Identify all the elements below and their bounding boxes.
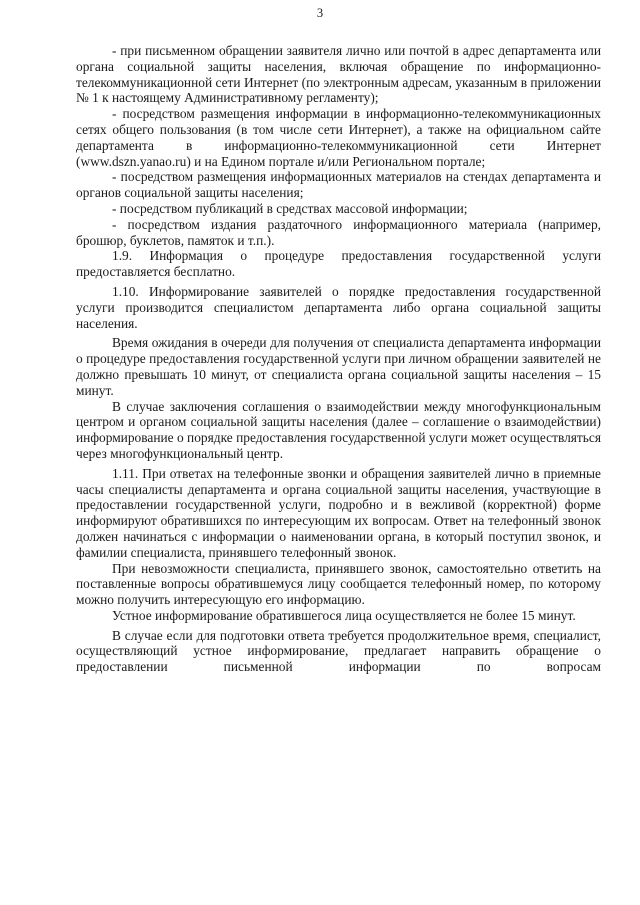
paragraph-written-request: - при письменном обращении заявителя лично или почтой в адрес департамента или органа социальной защиты населения, включая обращение по информационно-телекоммуникационной сети Интернет (по электронным адресам, указанным в приложении № 1 к настоящему Административному регламенту);	[76, 43, 601, 106]
paragraph-phone-number: При невозможности специалиста, принявшего звонок, самостоятельно ответить на поставленные вопросы обратившемуся лицу сообщается телефонный номер, по которому можно получить интересующую его информацию.	[76, 560, 601, 608]
document-body	[76, 43, 601, 675]
paragraph-written-info-request: В случае если для подготовки ответа требуется продолжительное время, специалист, осуществляющий устное информирование, предлагает направить обращение о предоставлении письменной информации по вопросам	[76, 627, 601, 675]
page-number: 3	[316, 6, 324, 20]
paragraph-waiting-time: Время ожидания в очереди для получения от специалиста департамента информации о процедуре предоставления государственной услуги при личном обращении заявителей не должно превышать 10 минут, от специалиста органа социальной защиты населения – 15 минут.	[76, 335, 601, 398]
paragraph-mass-media: - посредством публикаций в средствах массовой информации;	[112, 200, 468, 216]
paragraph-oral-info: Устное информирование обратившегося лица осуществляется не более 15 минут.	[112, 607, 576, 623]
paragraph-1-11: 1.11. При ответах на телефонные звонки и обращения заявителей лично в приемные часы специалисты департамента и органа социальной защиты населения, участвующие в предоставлении государственной услуги, подробно и в вежливой (корректной) форме информируют обратившихся по интересующим их вопросам. Ответ на телефонный звонок должен начинаться с информации о наименовании органа, в который поступил звонок, и фамилии специалиста, принявшего телефонный звонок.	[76, 465, 601, 560]
paragraph-mfc-agreement: В случае заключения соглашения о взаимодействии между многофункциональным центром и органом социальной защиты населения (далее – соглашение о взаимодействии) информирование о порядке предоставления государственной услуги может осуществляться через многофункциональный центр.	[76, 398, 601, 461]
paragraph-handout-materials: - посредством издания раздаточного информационного материала (например, брошюр, буклетов, памяток и т.п.).	[76, 216, 601, 248]
paragraph-1-9: 1.9. Информация о процедуре предоставления государственной услуги предоставляется бесплатно.	[76, 248, 601, 280]
paragraph-internet-posting: - посредством размещения информации в информационно-телекоммуникационных сетях общего пользования (в том числе сети Интернет), а также на официальном сайте департамента в информационно-телекоммуникационной сети Интернет (www.dszn.yanao.ru) и на Едином портале и/или Региональном портале;	[76, 106, 601, 169]
paragraph-info-stands: - посредством размещения информационных материалов на стендах департамента и органов социальной защиты населения;	[76, 169, 601, 201]
paragraph-1-10: 1.10. Информирование заявителей о порядке предоставления государственной услуги производится специалистом департамента либо органа социальной защиты населения.	[76, 283, 601, 331]
